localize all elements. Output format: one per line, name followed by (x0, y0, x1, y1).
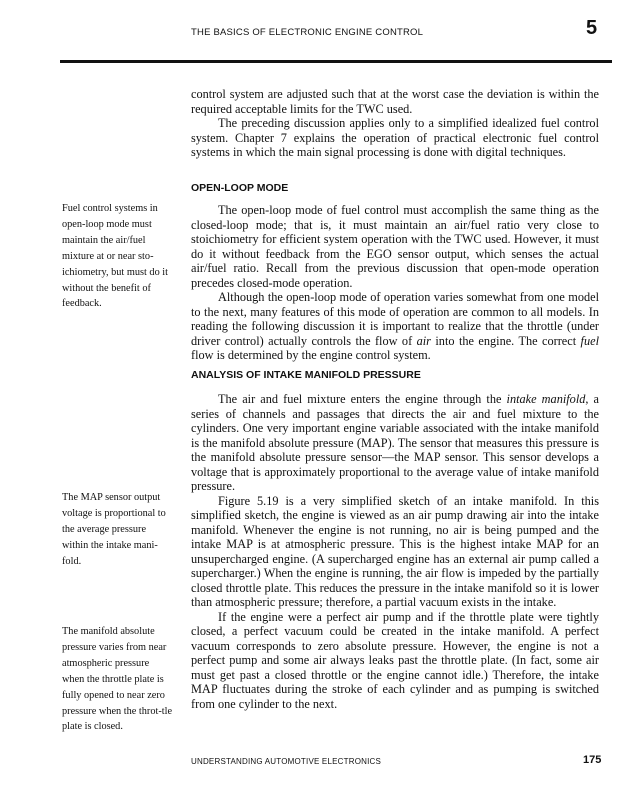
text-span: The air and fuel mixture enters the engine through the (218, 392, 507, 406)
paragraph-figure-5-19: Figure 5.19 is a very simplified sketch of an intake manifold. In this simplified sketch, the engine is viewed as an air pump drawing air into the intake manifold. Whenever the engine is not running, no air is being pumped and the intake MAP is at atmospheric pressure. This is the highest intake MAP for an unsupercharged engine. (A supercharged engine has an external air pump called a supercharger.) When the engine is running, the air flow is impeded by the partially closed throttle plate. This reduces the pressure in the intake manifold so it is lower than atmospheric pressure; therefore, a partial vacuum exists in the intake. (191, 493, 599, 609)
sidenote-open-loop: Fuel control systems in open-loop mode must maintain the air/fuel mixture at or near sto-ichiometry, but must do it without the benefit of feedback. (62, 203, 169, 310)
paragraph-continuation: control system are adjusted such that at the worst case the deviation is within the required acceptable limits for the TWC used. (191, 87, 599, 116)
paragraph-open-loop: The open-loop mode of fuel control must accomplish the same thing as the closed-loop mode; that is, it must maintain an air/fuel ratio very close to stoichiometry for efficient system operation with the TWC used. However, it must do it without feedback from the EGO sensor output, which senses the actual air/fuel ratio. Recall from the previous discussion that open-mode operation precedes closed-mode operation. (191, 203, 599, 290)
emphasis-intake-manifold: intake manifold (506, 392, 586, 406)
emphasis-fuel: fuel (580, 333, 599, 348)
text-span: Although the open-loop mode of operation varies somewhat from one model to the next, many features of this mode of operation are common to all models. In reading the following discussion it is important to realize that the throttle (under driver control) actually controls the flow of (191, 290, 599, 348)
running-footer-title: UNDERSTANDING AUTOMOTIVE ELECTRONICS (191, 757, 382, 766)
text-span: into the engine. The correct (430, 333, 581, 348)
text-span: flow is determined by the engine control system. (191, 348, 431, 362)
chapter-number: 5 (586, 17, 598, 39)
running-header-title: THE BASICS OF ELECTRONIC ENGINE CONTROL (191, 27, 424, 38)
sidenote-map-sensor: The MAP sensor output voltage is proportional to the average pressure within the intake mani-fold. (62, 492, 166, 567)
paragraph-open-loop-features (191, 290, 599, 363)
page-number: 175 (583, 754, 602, 766)
sidenote-manifold-pressure: The manifold absolute pressure varies from near atmospheric pressure when the throttle plate is fully opened to near zero pressure when the throt-tle plate is closed. (62, 626, 173, 733)
heading-open-loop-mode: OPEN-LOOP MODE (191, 182, 289, 194)
heading-intake-manifold-pressure: ANALYSIS OF INTAKE MANIFOLD PRESSURE (191, 369, 421, 381)
paragraph-preceding-discussion: The preceding discussion applies only to a simplified idealized fuel control system. Chapter 7 explains the operation of practical electronic fuel control systems in which the main signal processing is done with digital techniques. (191, 116, 599, 159)
paragraph-perfect-air-pump: If the engine were a perfect air pump and if the throttle plate were tightly closed, a perfect vacuum could be created in the intake manifold. A perfect vacuum corresponds to zero absolute pressure. However, the engine is not a perfect pump and some air always leaks past the throttle plate. (In fact, some air must get past a closed throttle or the engine cannot idle.) Therefore, the intake MAP fluctuates during the stroke of each cylinder and as pumping is switched from one cylinder to the next. (191, 609, 599, 711)
intake-manifold-text (191, 392, 599, 711)
paragraph-intake-manifold (191, 392, 599, 494)
text-span: , a series of channels and passages that directs the air and fuel mixture to the cylinders. One very important engine variable associated with the intake manifold is the manifold absolute pressure (MAP). The sensor that measures this pressure is the manifold absolute pressure sensor—the MAP sensor. This sensor develops a voltage that is approximately proportional to the average value of intake manifold pressure. (191, 392, 600, 493)
header-rule (60, 60, 612, 63)
emphasis-air: air (416, 333, 431, 348)
open-loop-text (191, 203, 599, 363)
intro-text (191, 87, 599, 160)
